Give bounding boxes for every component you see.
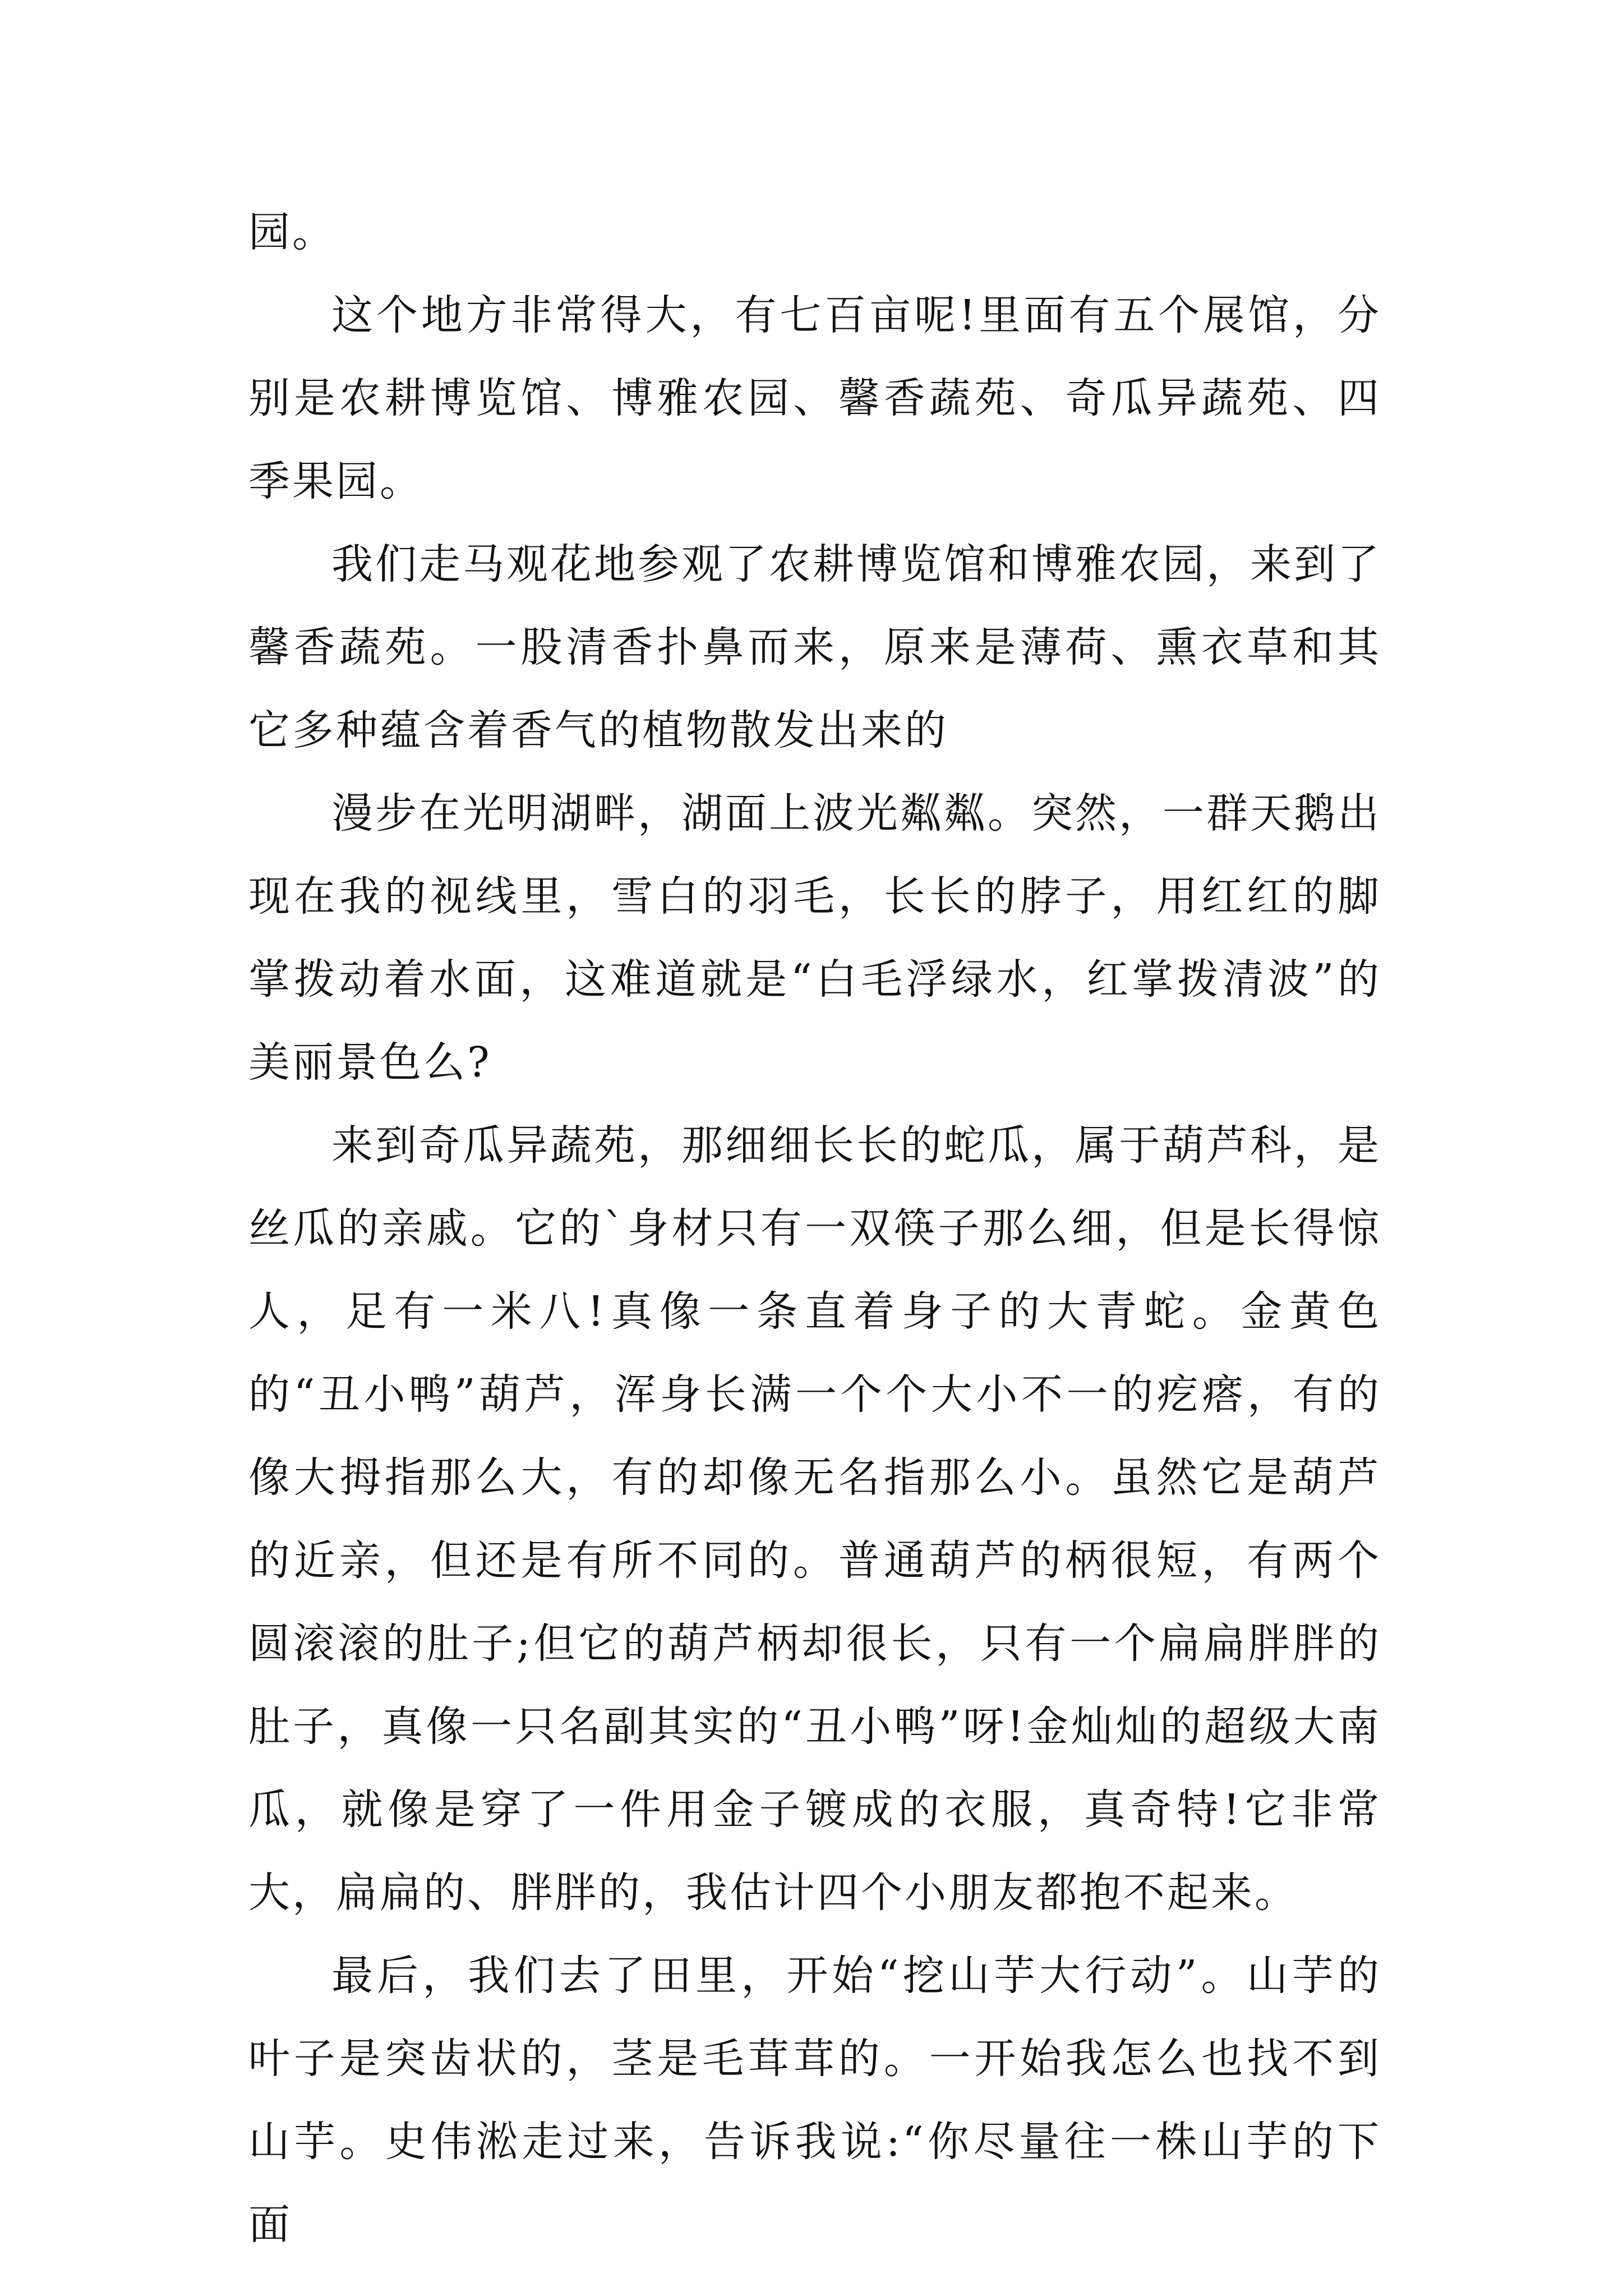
paragraph-fragrant-garden: 我们走马观花地参观了农耕博览馆和博雅农园，来到了馨香蔬苑。一股清香扑鼻而来，原来是薄荷、熏衣草和其它多种蕴含着香气的植物散发出来的 (248, 540, 1381, 754)
paragraph-continuation: 园。 (248, 208, 336, 256)
paragraph-strange-melons: 来到奇瓜异蔬苑，那细细长长的蛇瓜，属于葫芦科，是丝瓜的亲戚。它的`身材只有一双筷子那么细，但是长得惊人，足有一米八!真像一条直着身子的大青蛇。金黄色的“丑小鸭”葫芦，浑身长满一个个大小不一的疙瘩，有的像大拇指那么大，有的却像无名指那么小。虽然它是葫芦的近亲，但还是有所不同的。普通葫芦的柄很短，有两个圆滚滚的肚子;但它的葫芦柄却很长，只有一个扁扁胖胖的肚子，真像一只名副其实的“丑小鸭”呀!金灿灿的超级大南瓜，就像是穿了一件用金子镀成的衣服，真奇特!它非常大，扁扁的、胖胖的，我估计四个小朋友都抱不起来。 (248, 1121, 1381, 1917)
paragraph-exhibition-halls: 这个地方非常得大，有七百亩呢!里面有五个展馆，分别是农耕博览馆、博雅农园、馨香蔬苑、奇瓜异蔬苑、四季果园。 (248, 291, 1381, 505)
paragraph-lake-swans: 漫步在光明湖畔，湖面上波光粼粼。突然，一群天鹅出现在我的视线里，雪白的羽毛，长长的脖子，用红红的脚掌拨动着水面，这难道就是“白毛浮绿水，红掌拨清波”的美丽景色么? (248, 789, 1381, 1087)
document-body (248, 191, 1381, 2266)
paragraph-digging-yams: 最后，我们去了田里，开始“挖山芋大行动”。山芋的叶子是突齿状的，茎是毛茸茸的。一开始我怎么也找不到山芋。史伟淞走过来，告诉我说:“你尽量往一株山芋的下面 (248, 1952, 1381, 2249)
